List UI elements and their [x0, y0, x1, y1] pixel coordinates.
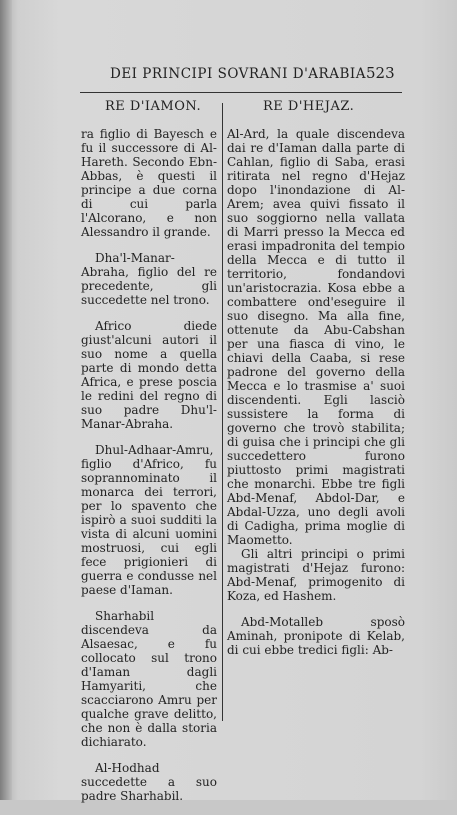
paragraph: Gli altri principi o primi magistrati d'Hejaz furono: Abd-Menaf, primogenito di Koza, ed Hashem.: [227, 547, 405, 603]
header-rule: [80, 92, 402, 93]
right-column: [227, 127, 405, 657]
paragraph: Dhul-Adhaar-Amru, figlio d'Africo, fu soprannominato il monarca dei terrori, per lo spavento che ispirò a suoi sudditi la vista di alcuni uomini mostruosi, cui egli fece prigionieri di guerra e condusse nel paese d'Iaman.: [81, 443, 217, 597]
right-column-heading: RE D'HEJAZ.: [263, 99, 355, 114]
running-title: DEI PRINCIPI SOVRANI D'ARABIA: [110, 66, 366, 82]
paragraph: Abd-Motalleb sposò Aminah, pronipote di Kelab, di cui ebbe tredici figli: Ab-: [227, 615, 405, 657]
paragraph: Africo diede giust'alcuni autori il suo nome a quella parte di mondo detta Africa, e prese poscia le redini del regno di suo padre Dhu'l-Manar-Abraha.: [81, 319, 217, 431]
paragraph: Dha'l-Manar-Abraha, figlio del re precedente, gli succedette nel trono.: [81, 251, 217, 307]
page-number: 523: [366, 64, 395, 82]
paragraph: Al-Hodhad succedette a suo padre Sharhabil.: [81, 761, 217, 803]
page-gutter-shadow: [0, 0, 12, 800]
column-divider: [222, 103, 223, 721]
paragraph: Al-Ard, la quale discendeva dai re d'Iaman dalla parte di Cahlan, figlio di Saba, erasi ritirata nel regno d'Hejaz dopo l'inondazione di Al-Arem; avea quivi fissato il suo soggiorno nella vallata di Marri presso la Mecca ed erasi impadronita del tempio della Mecca e di tutto il territorio, fondandovi un'aristocrazia. Kosa ebbe a combattere ond'eseguire il suo disegno. Ma alla fine, ottenute da Abu-Cabshan per una fiasca di vino, le chiavi della Caaba, si rese padrone del governo della Mecca e lo trasmise a' suoi discendenti. Egli lasciò sussistere la forma di governo che trovò stabilita; di guisa che i principi che gli succedettero furono piuttosto primi magistrati che monarchi. Ebbe tre figli Abd-Menaf, Abdol-Dar, e Abdal-Uzza, uno degli avoli di Cadigha, prima moglie di Maometto.: [227, 127, 405, 547]
left-column: [81, 127, 217, 815]
paragraph: ra figlio di Bayesch e fu il successore di Al-Hareth. Secondo Ebn-Abbas, è questi il principe a due corna di cui parla l'Alcorano, e non Alessandro il grande.: [81, 127, 217, 239]
paragraph: Sharhabil discendeva da Alsaesac, e fu collocato sul trono d'Iaman dagli Hamyariti, che scacciarono Amru per qualche grave delitto, che non è dalla storia dichiarato.: [81, 609, 217, 749]
left-column-heading: RE D'IAMON.: [105, 99, 202, 114]
